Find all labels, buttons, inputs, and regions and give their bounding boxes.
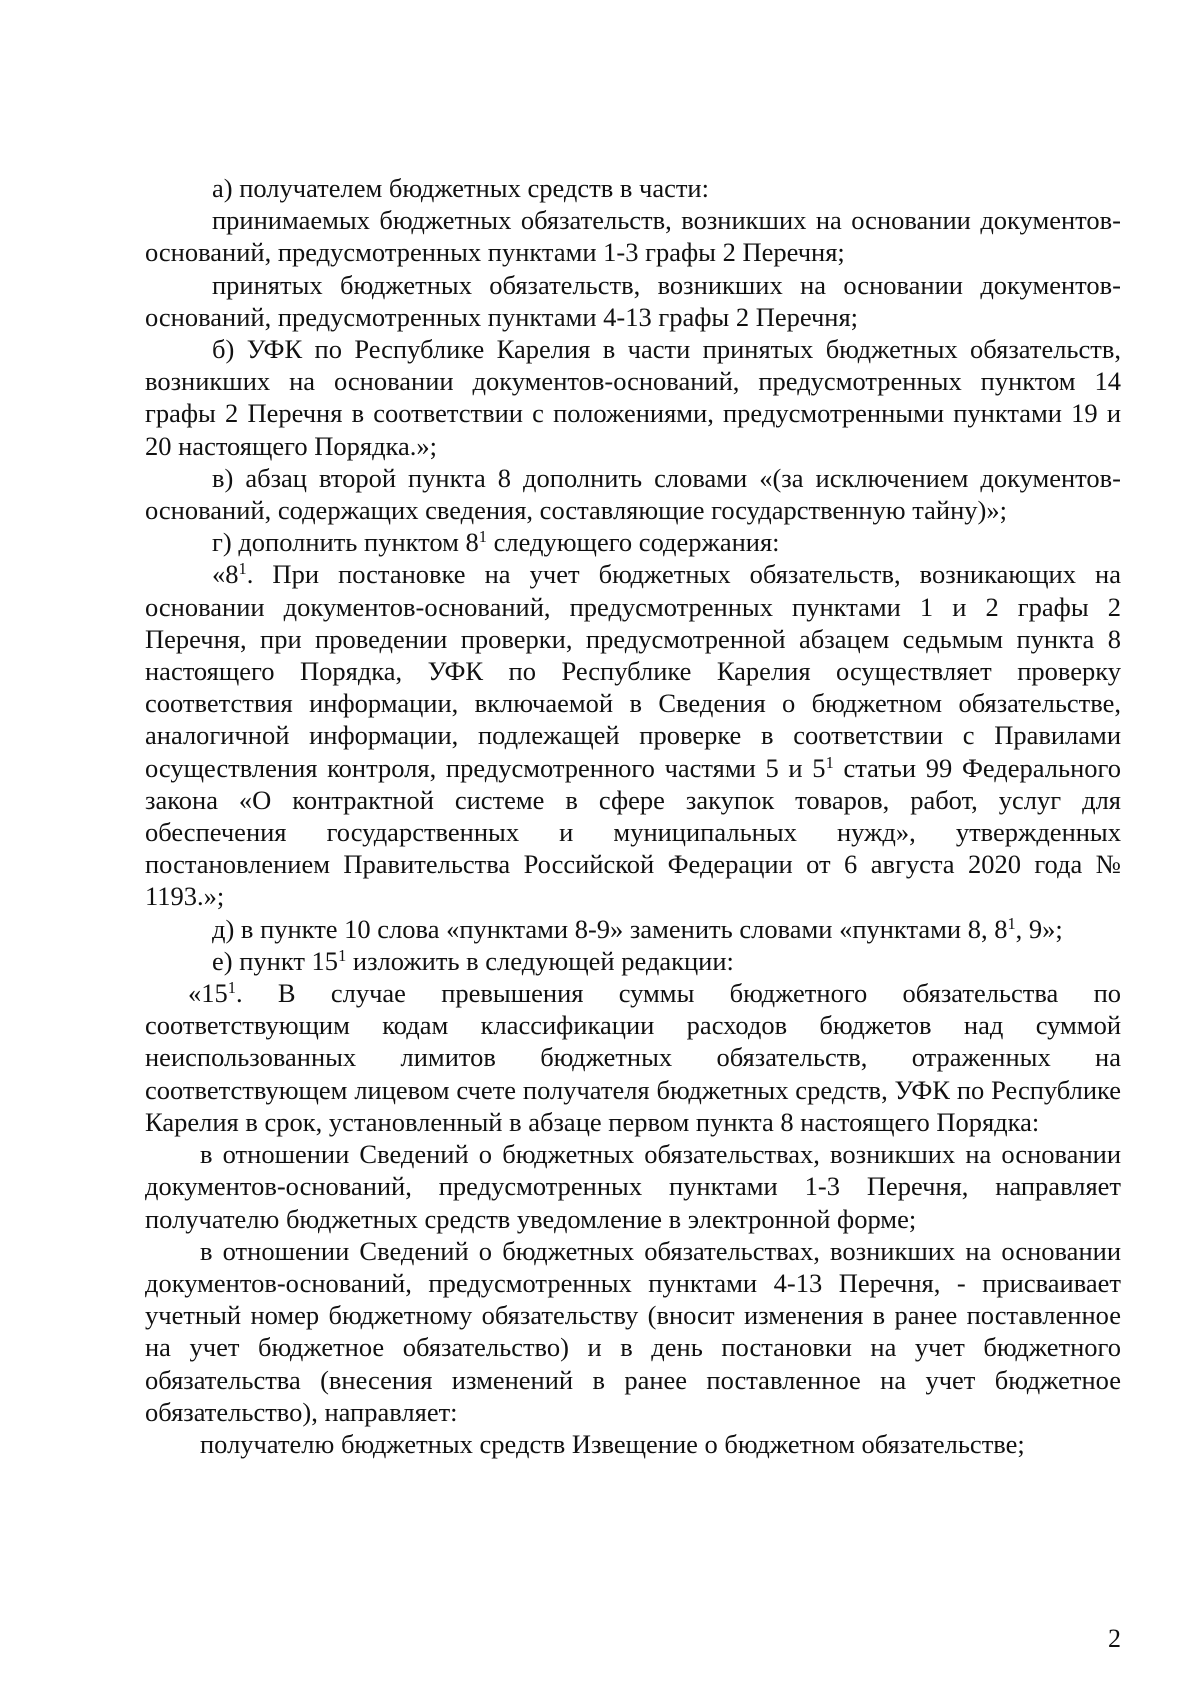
paragraph-info-4-13 (145, 1235, 1121, 1428)
paragraph-d (145, 913, 1121, 945)
paragraph-8-1 (145, 558, 1121, 912)
paragraph-g (145, 526, 1121, 558)
paragraph-v (145, 462, 1121, 526)
document-body (145, 172, 1121, 1460)
superscript: 1 (238, 559, 247, 579)
paragraph-text: «8 (212, 559, 239, 590)
paragraph-text: е) пункт 15 (212, 945, 339, 976)
paragraph-text: . При постановке на учет бюджетных обязательств, возникающих на основании документов-оснований, предусмотренных пунктами 1 и 2 графы 2 Перечня, при проведении проверки, предусмотренной абзацем седьмым пункта 8 настоящего Порядка, УФК по Республике Карелия осуществляет проверку соответствия информации, включаемой в Сведения о бюджетном обязательстве, аналогичной информации, подлежащей проверке в соответствии с Правилами осуществления контроля, предусмотренного частями 5 и 5 (145, 559, 1121, 783)
paragraph-e (145, 945, 1121, 977)
paragraph-info-1-3 (145, 1138, 1121, 1235)
superscript: 1 (478, 527, 487, 547)
paragraph-text: б) УФК по Республике Карелия в части принятых бюджетных обязательств, возникших на основании документов-оснований, предусмотренных пунктом 14 графы 2 Перечня в соответствии с положениями, предусмотренными пунктами 19 и 20 настоящего Порядка.»; (145, 334, 1121, 461)
paragraph-text: следующего содержания: (487, 527, 780, 558)
paragraph-text: а) получателем бюджетных средств в части: (212, 173, 709, 203)
paragraph-a (145, 172, 1121, 204)
paragraph-text: изложить в следующей редакции: (346, 945, 734, 976)
paragraph-text: , 9»; (1015, 913, 1063, 944)
paragraph-15-1 (145, 977, 1121, 1138)
paragraph-text: статьи 99 Федерального закона «О контрактной системе в сфере закупок товаров, работ, услуг для обеспечения государственных и муниципальных нужд», утвержденных постановлением Правительства Российской Федерации от 6 августа 2020 года № 1193.»; (145, 752, 1121, 912)
paragraph-text: в отношении Сведений о бюджетных обязательствах, возникших на основании документов-оснований, предусмотренных пунктами 4-13 Перечня, - присваивает учетный номер бюджетному обязательству (вносит изменения в ранее поставленное на учет бюджетное обязательство) и в день постановки на учет бюджетного обязательства (внесения изменений в ранее поставленное на учет бюджетное обязательство), направляет: (145, 1235, 1121, 1427)
superscript: 1 (825, 752, 834, 772)
paragraph-notice (145, 1428, 1121, 1460)
superscript: 1 (338, 945, 347, 965)
paragraph-text: д) в пункте 10 слова «пунктами 8-9» заменить словами «пунктами 8, 8 (212, 913, 1008, 944)
page-number: 2 (1108, 1624, 1121, 1653)
paragraph-accepted-obligations (145, 204, 1121, 268)
paragraph-text: в отношении Сведений о бюджетных обязательствах, возникших на основании документов-оснований, предусмотренных пунктами 1-3 Перечня, направляет получателю бюджетных средств уведомление в электронной форме; (145, 1139, 1121, 1234)
paragraph-taken-obligations (145, 269, 1121, 333)
paragraph-text: принятых бюджетных обязательств, возникших на основании документов-оснований, предусмотренных пунктами 4-13 графы 2 Перечня; (145, 269, 1121, 332)
paragraph-text: в) абзац второй пункта 8 дополнить словами «(за исключением документов-оснований, содержащих сведения, составляющие государственную тайну)»; (145, 462, 1121, 526)
paragraph-text: получателю бюджетных средств Извещение о бюджетном обязательстве; (200, 1428, 1025, 1459)
paragraph-text: г) дополнить пунктом 8 (212, 527, 479, 558)
paragraph-b (145, 333, 1121, 462)
superscript: 1 (227, 978, 236, 998)
paragraph-text: «15 (188, 978, 228, 1009)
superscript: 1 (1007, 913, 1016, 933)
paragraph-text: принимаемых бюджетных обязательств, возникших на основании документов-оснований, предусмотренных пунктами 1-3 графы 2 Перечня; (145, 205, 1121, 268)
paragraph-text: . В случае превышения суммы бюджетного обязательства по соответствующим кодам классификации расходов бюджетов над суммой неиспользованных лимитов бюджетных обязательств, отраженных на соответствующем лицевом счете получателя бюджетных средств, УФК по Республике Карелия в срок, установленный в абзаце первом пункта 8 настоящего Порядка: (145, 978, 1121, 1137)
